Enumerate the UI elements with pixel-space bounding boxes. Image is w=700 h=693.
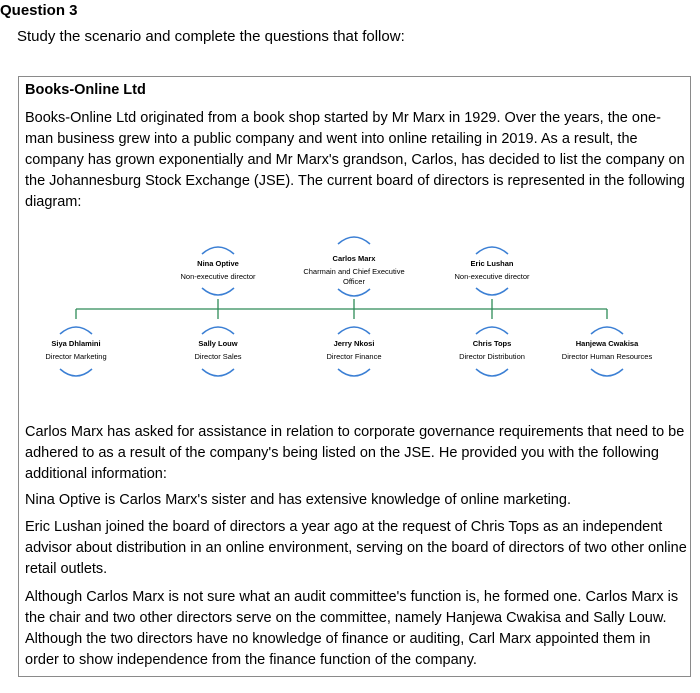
node-name: Siya Dhlamini [51,339,101,348]
node-name: Carlos Marx [332,254,376,263]
node-role: Director Marketing [45,352,107,361]
node-role: Non-executive director [454,272,530,281]
node-role: Non-executive director [180,272,256,281]
question-instruction: Study the scenario and complete the questions that follow: [17,28,405,45]
board-diagram [19,222,690,392]
node-role: Director Sales [194,352,242,361]
node-name: Jerry Nkosi [333,339,375,348]
info-paragraph: Eric Lushan joined the board of directors a year ago at the request of Chris Tops as an independent advisor about distribution in an online environment, serving on the board of directors of two other online retail outlets. [25,519,687,577]
info-paragraph: Although Carlos Marx is not sure what an audit committee's function is, he formed one. Carlos Marx is the chair and two other directors serve on the committee, namely Hanjewa Cwakisa and Sally Louw. Although the two directors have no knowledge of finance or auditing, Carl Marx appointed them in order to show independence from the finance function of the company. [25,589,679,668]
info-paragraph: Carlos Marx has asked for assistance in relation to corporate governance requirements that need to be adhered to as a result of the company's being listed on the JSE. He provided you with the following additional information: [25,424,685,482]
node-name: Sally Louw [198,339,238,348]
node-name: Chris Tops [472,339,512,348]
scenario-title: Books-Online Ltd [25,82,146,98]
info-paragraph: Nina Optive is Carlos Marx's sister and has extensive knowledge of online marketing. [25,492,571,508]
node-name: Nina Optive [197,259,239,268]
node-name: Hanjewa Cwakisa [575,339,639,348]
node-role: Charmain and Chief Executive Officer [303,267,405,286]
node-role: Director Finance [326,352,382,361]
node-role: Director Distribution [459,352,525,361]
scenario-intro: Books-Online Ltd originated from a book shop started by Mr Marx in 1929. Over the years, the one-man business grew into a public company and went into online retailing in 2019. As a result, the company has grown exponentially and Mr Marx's grandson, Carlos, has decided to list the company on the Johannesburg Stock Exchange (JSE). The current board of directors is represented in the following diagram: [25,110,685,210]
node-name: Eric Lushan [470,259,514,268]
node-role: Director Human Resources [561,352,653,361]
question-title: Question 3 [0,2,78,19]
